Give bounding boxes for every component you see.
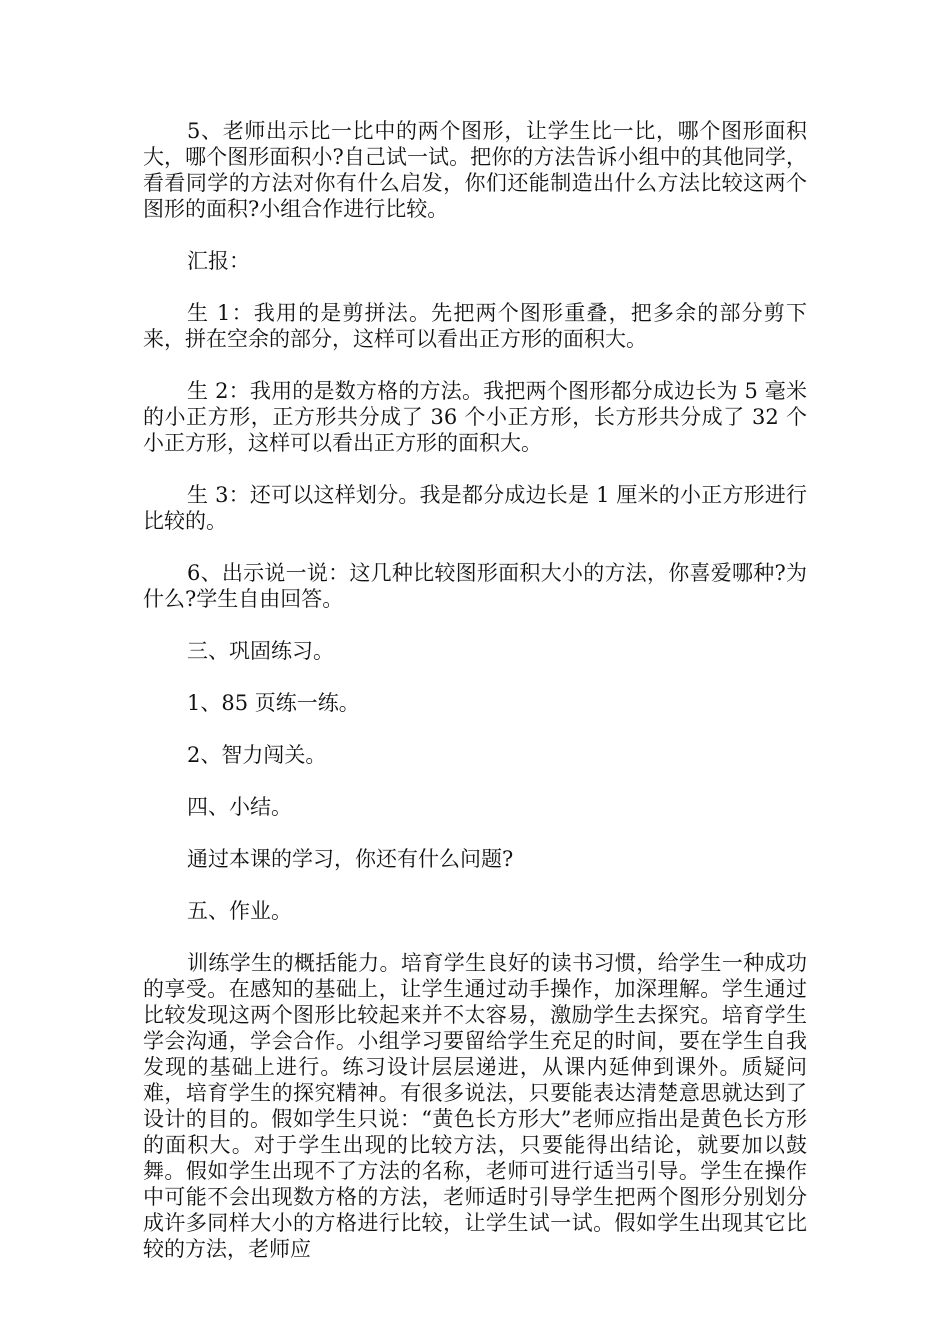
paragraph-student-3: 生 3：还可以这样划分。我是都分成边长是 1 厘米的小正方形进行比较的。 [143,483,807,533]
heading-summary: 四、小结。 [187,795,292,819]
paragraph-design-notes: 训练学生的概括能力。培育学生良好的读书习惯，给学生一种成功的享受。在感知的基础上，让学生通过动手操作，加深理解。学生通过比较发现这两个图形比较起来并不太容易，激励学生去探究。培育学生学会沟通，学会合作。小组学习要留给学生充足的时间，要在学生自我发现的基础上进行。练习设计层层递进，从课内延伸到课外。质疑问难，培育学生的探究精神。有很多说法，只要能表达清楚意思就达到了设计的目的。假如学生只说：“黄色长方形大”老师应指出是黄色长方形的面积大。对于学生出现的比较方法，只要能得出结论，就要加以鼓舞。假如学生出现不了方法的名称，老师可进行适当引导。学生在操作中可能不会出现数方格的方法，老师适时引导学生把两个图形分别划分成许多同样大小的方格进行比较，让学生试一试。假如学生出现其它比较的方法，老师应 [143,951,807,1261]
paragraph-summary-question: 通过本课的学习，你还有什么问题? [187,847,514,871]
paragraph-step-5: 5、老师出示比一比中的两个图形，让学生比一比，哪个图形面积大，哪个图形面积小?自己试一试。把你的方法告诉小组中的其他同学，看看同学的方法对你有什么启发，你们还能制造出什么方法比较这两个图形的面积?小组合作进行比较。 [143,119,807,221]
heading-practice: 三、巩固练习。 [187,639,334,663]
paragraph-practice-1: 1、85 页练一练。 [187,691,360,715]
paragraph-student-1: 生 1：我用的是剪拼法。先把两个图形重叠，把多余的部分剪下来，拼在空余的部分，这样可以看出正方形的面积大。 [143,301,807,351]
heading-homework: 五、作业。 [187,899,292,923]
paragraph-student-2: 生 2：我用的是数方格的方法。我把两个图形都分成边长为 5 毫米的小正方形，正方形共分成了 36 个小正方形，长方形共分成了 32 个小正方形，这样可以看出正方形的面积大。 [143,379,807,455]
paragraph-step-6: 6、出示说一说：这几种比较图形面积大小的方法，你喜爱哪种?为什么?学生自由回答。 [143,561,807,611]
document-body [143,118,807,1262]
paragraph-report-heading: 汇报： [187,249,250,273]
paragraph-practice-2: 2、智力闯关。 [187,743,327,767]
